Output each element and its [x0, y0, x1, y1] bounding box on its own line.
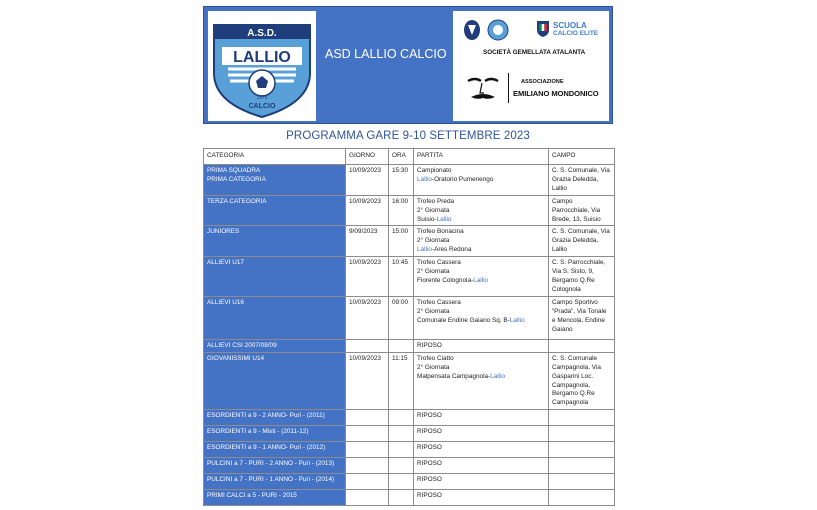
cell-categoria — [204, 226, 346, 257]
partita-line: 2° Giornata — [417, 268, 450, 276]
opponent-text: Malpensata Campagnola- — [417, 372, 491, 380]
cell-giorno — [346, 442, 389, 458]
partita-line: Trofeo Cassera — [417, 298, 461, 306]
team-lallio: Lallio — [509, 316, 525, 324]
cell-campo: Campo Parrocchiale, Via Brede, 13, Suisio — [549, 195, 615, 226]
cell-ora: 16:00 — [389, 195, 414, 226]
cell-giorno — [346, 458, 389, 474]
club-logo — [208, 11, 316, 121]
partita-line: RIPOSO — [417, 460, 442, 468]
cell-campo — [549, 410, 615, 426]
categoria-line: JUNIORES — [207, 228, 240, 236]
program-title: PROGRAMMA GARE 9-10 SETTEMBRE 2023 — [286, 130, 530, 142]
column-header: PARTITA — [414, 149, 549, 165]
cell-campo: C. S. Comunale, Via Grazia Deledda, Lallio — [549, 165, 615, 196]
cell-campo: C. S. Parrocchiale, Via S. Sisto, 9, Bergamo Q.Re Colognola — [549, 257, 615, 297]
scuola-calcio-line2: CALCIO ELITE — [553, 30, 599, 37]
partita-line: RIPOSO — [417, 476, 442, 484]
partita-line: RIPOSO — [417, 412, 442, 420]
partita-line: 2° Giornata — [417, 237, 450, 245]
partita-line — [417, 277, 545, 286]
categoria-line: ESORDIENTI a 9 - 2 ANNO- Puri - (2011) — [207, 412, 325, 420]
cell-giorno: 10/09/2023 — [346, 165, 389, 196]
partita-line: Campionato — [417, 167, 452, 174]
partita-line: Trofeo Preda — [417, 197, 455, 205]
cell-categoria — [204, 490, 346, 506]
categoria-line: PULCINI a 7 - PURI - 1 ANNO - Puri - (2014) — [207, 476, 335, 484]
cell-categoria — [204, 410, 346, 426]
cell-categoria — [204, 296, 346, 339]
cell-partita — [414, 458, 549, 474]
cell-ora: 11:15 — [389, 352, 414, 409]
cell-giorno: 9/09/2023 — [346, 226, 389, 257]
table-row — [204, 226, 615, 257]
svg-text:CALCIO: CALCIO — [248, 103, 276, 110]
categoria-line: ALLIEVI U17 — [207, 259, 244, 267]
opponent-text: Fiorente Colognola- — [417, 276, 474, 284]
table-row — [204, 442, 615, 458]
cell-campo — [549, 458, 615, 474]
cell-categoria — [204, 352, 346, 409]
table-row — [204, 339, 615, 352]
atalanta-logo-icon — [461, 19, 513, 41]
cell-giorno: 10/09/2023 — [346, 195, 389, 226]
cell-categoria — [204, 339, 346, 352]
table-row — [204, 195, 615, 226]
mondonico-portrait-icon — [465, 71, 501, 107]
categoria-line: ESORDIENTI a 9 - Misti - (2011-12) — [207, 428, 309, 436]
partita-line — [417, 176, 545, 185]
cell-giorno — [346, 339, 389, 352]
figc-shield-icon — [537, 21, 549, 37]
table-row — [204, 352, 615, 409]
cell-partita — [414, 165, 549, 196]
team-lallio: Lallio — [417, 246, 432, 254]
cell-categoria — [204, 474, 346, 490]
cell-campo — [549, 474, 615, 490]
cell-categoria — [204, 165, 346, 196]
team-lallio: Lallio — [436, 215, 452, 223]
cell-campo: C. S. Comunale, Via Grazia Deledda, Lallio — [549, 226, 615, 257]
team-lallio: Lallio — [473, 276, 489, 284]
partita-line: 2° Giornata — [417, 206, 450, 214]
club-title: ASD LALLIO CALCIO — [325, 47, 447, 61]
opponent-text: -Oratorio Pumenengo — [431, 175, 494, 183]
categoria-line: PRIMA SQUADRA — [207, 167, 261, 174]
categoria-line: ALLIEVI U16 — [207, 298, 244, 306]
partita-line: Trofeo Ciatto — [417, 354, 454, 362]
partita-line: 2° Giornata — [417, 307, 450, 315]
column-header: ORA — [389, 149, 414, 165]
partita-line — [417, 216, 545, 225]
column-header: GIORNO — [346, 149, 389, 165]
cell-giorno: 10/09/2023 — [346, 257, 389, 297]
cell-ora: 09:00 — [389, 296, 414, 339]
cell-categoria — [204, 257, 346, 297]
cell-ora — [389, 474, 414, 490]
cell-categoria — [204, 458, 346, 474]
cell-giorno — [346, 410, 389, 426]
column-header: CATEGORIA — [204, 149, 346, 165]
partita-line: 2° Giornata — [417, 363, 450, 371]
cell-categoria — [204, 442, 346, 458]
team-lallio: Lallio — [417, 175, 432, 183]
cell-partita — [414, 474, 549, 490]
partners-panel — [453, 11, 609, 121]
partner-divider — [508, 73, 509, 103]
partita-line: Trofeo Cassera — [417, 259, 461, 267]
cell-giorno — [346, 490, 389, 506]
cell-partita — [414, 352, 549, 409]
cell-ora — [389, 442, 414, 458]
opponent-text: Suisio- — [417, 215, 437, 223]
cell-giorno — [346, 474, 389, 490]
table-row — [204, 490, 615, 506]
svg-text:A.S.D.: A.S.D. — [247, 28, 277, 39]
cell-campo — [549, 339, 615, 352]
cell-partita — [414, 195, 549, 226]
table-header-row — [204, 149, 615, 165]
cell-ora — [389, 339, 414, 352]
categoria-line: PRIMI CALCI a 5 - PURI - 2015 — [207, 492, 297, 500]
cell-ora: 15:30 — [389, 165, 414, 196]
cell-ora — [389, 458, 414, 474]
cell-partita — [414, 426, 549, 442]
categoria-line: PULCINI a 7 - PURI - 2 ANNO - Puri - (2013) — [207, 460, 335, 468]
cell-ora — [389, 426, 414, 442]
cell-partita — [414, 442, 549, 458]
table-row — [204, 474, 615, 490]
cell-partita — [414, 490, 549, 506]
svg-text:LALLIO: LALLIO — [233, 49, 291, 66]
cell-campo — [549, 442, 615, 458]
opponent-text: -Ares Redona — [431, 246, 472, 254]
svg-text:1975: 1975 — [256, 95, 268, 101]
cell-campo — [549, 426, 615, 442]
partita-line: RIPOSO — [417, 428, 442, 436]
categoria-line: PRIMA CATEGORIA — [207, 175, 266, 183]
table-row — [204, 257, 615, 297]
partita-line: Trofeo Bonacina — [417, 228, 464, 236]
cell-partita — [414, 339, 549, 352]
societa-gemellata-text: SOCIETÀ GEMELLATA ATALANTA — [483, 49, 586, 56]
cell-ora: 15:00 — [389, 226, 414, 257]
table-row — [204, 426, 615, 442]
partita-line — [417, 373, 545, 382]
cell-ora — [389, 490, 414, 506]
cell-giorno: 10/09/2023 — [346, 296, 389, 339]
associazione-name: EMILIANO MONDONICO — [513, 89, 599, 98]
categoria-line: ALLIEVI CSI 2007/08/09 — [207, 341, 277, 349]
opponent-text: Comunale Endine Gaiano Sq. B- — [417, 316, 510, 324]
cell-ora: 10:45 — [389, 257, 414, 297]
cell-partita — [414, 410, 549, 426]
table-row — [204, 410, 615, 426]
scuola-calcio-line1: SCUOLA — [553, 21, 587, 30]
schedule-table — [203, 148, 615, 506]
team-lallio: Lallio — [490, 372, 506, 380]
partita-line — [417, 317, 545, 326]
categoria-line: ESORDIENTI a 9 - 1 ANNO- Puri - (2012) — [207, 444, 326, 452]
associazione-label: ASSOCIAZIONE — [521, 79, 564, 85]
cell-categoria — [204, 195, 346, 226]
categoria-line: GIOVANISSIMI U14 — [207, 354, 265, 362]
cell-campo: C. S. Comunale Campagnola, Via Gasparini Loc. Campagnola, Bergamo Q.Re Campagnola — [549, 352, 615, 409]
header-banner — [203, 6, 613, 124]
cell-partita — [414, 226, 549, 257]
cell-ora — [389, 410, 414, 426]
partita-line: RIPOSO — [417, 341, 442, 349]
partita-line — [417, 246, 545, 255]
cell-partita — [414, 296, 549, 339]
table-row — [204, 458, 615, 474]
table-row — [204, 296, 615, 339]
cell-campo: Campo Sportivo “Prada”, Via Tonale e Mencola, Endine Gaiano — [549, 296, 615, 339]
cell-giorno: 10/09/2023 — [346, 352, 389, 409]
partita-line: RIPOSO — [417, 444, 442, 452]
categoria-line: TERZA CATEGORIA — [207, 197, 267, 205]
cell-categoria — [204, 426, 346, 442]
cell-giorno — [346, 426, 389, 442]
cell-partita — [414, 257, 549, 297]
cell-campo — [549, 490, 615, 506]
table-row — [204, 165, 615, 196]
column-header: CAMPO — [549, 149, 615, 165]
partita-line: RIPOSO — [417, 492, 442, 500]
club-crest-icon — [208, 11, 316, 121]
